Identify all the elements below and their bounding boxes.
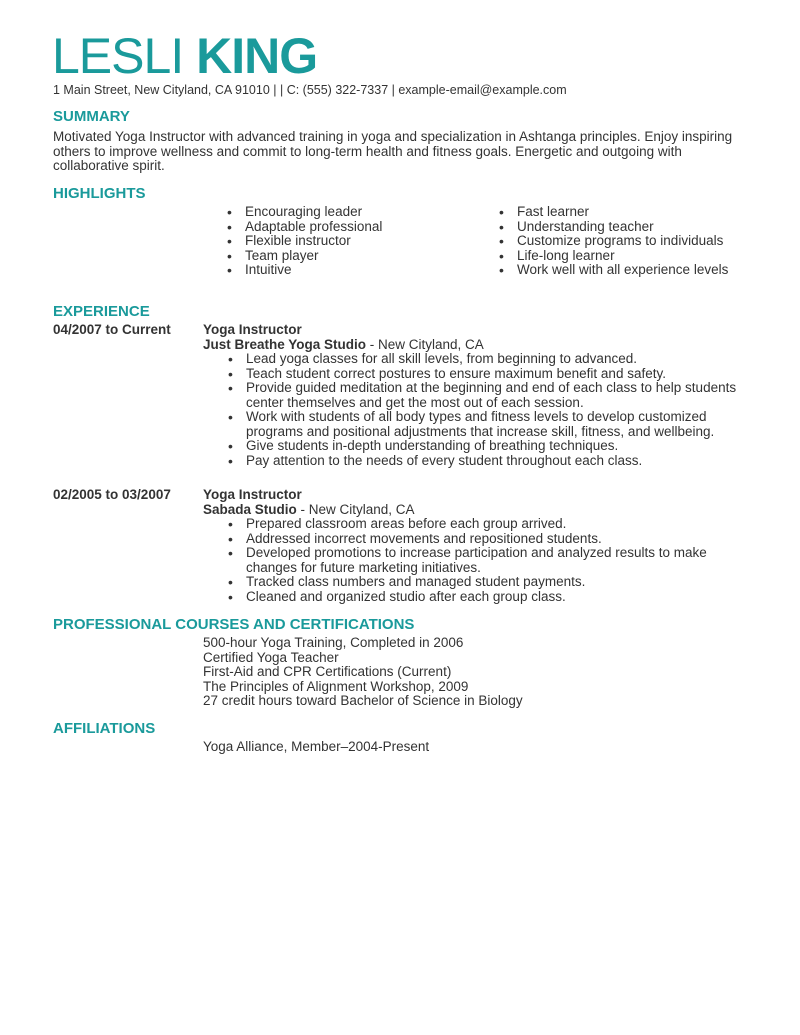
job-bullet: • Pay attention to the needs of every student throughout each class.: [228, 454, 743, 469]
job-bullet: • Developed promotions to increase participation and analyzed results to make changes for future marketing initiatives.: [228, 546, 743, 575]
job-bullet: • Prepared classroom areas before each group arrived.: [228, 517, 743, 532]
job-bullets: [228, 352, 743, 468]
job-bullet: • Work with students of all body types and fitness levels to develop customized programs and positional adjustments that increase skill, fitness, and wellbeing.: [228, 410, 743, 439]
job-bullet: • Addressed incorrect movements and repositioned students.: [228, 532, 743, 547]
job-bullets: [228, 517, 743, 604]
job-bullet: • Lead yoga classes for all skill levels, from beginning to advanced.: [228, 352, 743, 367]
course-item: 27 credit hours toward Bachelor of Science in Biology: [203, 693, 523, 708]
affiliations-heading: AFFILIATIONS: [53, 720, 156, 737]
last-name: KING: [196, 28, 318, 84]
first-name: LESLI: [52, 28, 184, 84]
highlight-item: • Life-long learner: [499, 249, 749, 264]
highlight-item: • Intuitive: [227, 263, 427, 278]
job-location: - New Cityland, CA: [296, 501, 415, 517]
candidate-name: [52, 28, 317, 84]
job-dates: 04/2007 to Current: [53, 322, 171, 337]
job-bullet: • Give students in-depth understanding of breathing techniques.: [228, 439, 743, 454]
job-bullet: • Tracked class numbers and managed student payments.: [228, 575, 743, 590]
highlight-item: • Flexible instructor: [227, 234, 427, 249]
job-bullet: • Teach student correct postures to ensure maximum benefit and safety.: [228, 367, 743, 382]
highlight-item: • Work well with all experience levels: [499, 263, 749, 278]
courses-list: [203, 636, 523, 709]
job-title: Yoga Instructor: [203, 322, 302, 337]
highlight-item: • Fast learner: [499, 205, 749, 220]
experience-heading: EXPERIENCE: [53, 303, 150, 320]
highlights-right-list: [499, 205, 749, 278]
job-company: Sabada Studio: [203, 501, 297, 517]
job-bullet: • Provide guided meditation at the beginning and end of each class to help students center themselves and get the most out of each session.: [228, 381, 743, 410]
job-content: [203, 488, 743, 604]
job-company-line: [203, 503, 743, 518]
summary-heading: SUMMARY: [53, 108, 130, 125]
course-item: The Principles of Alignment Workshop, 2009: [203, 678, 469, 694]
highlight-item: • Encouraging leader: [227, 205, 427, 220]
highlights-heading: HIGHLIGHTS: [53, 185, 146, 202]
course-item: 500-hour Yoga Training, Completed in 2006: [203, 635, 464, 650]
highlights-left-list: [227, 205, 427, 278]
courses-heading: PROFESSIONAL COURSES AND CERTIFICATIONS: [53, 616, 415, 633]
job-content: [203, 323, 743, 468]
job-company-line: [203, 338, 743, 353]
highlight-item: • Adaptable professional: [227, 220, 427, 235]
job-location: - New Cityland, CA: [366, 336, 484, 352]
job-title: Yoga Instructor: [203, 487, 302, 502]
course-item: First-Aid and CPR Certifications (Current): [203, 664, 452, 679]
highlight-item: • Team player: [227, 249, 427, 264]
job-company: Just Breathe Yoga Studio: [203, 336, 367, 352]
affiliations-list: [203, 740, 429, 755]
job-bullet: • Cleaned and organized studio after each group class.: [228, 590, 743, 605]
highlight-item: • Understanding teacher: [499, 220, 749, 235]
affiliation-item: Yoga Alliance, Member–2004-Present: [203, 739, 430, 754]
course-item: Certified Yoga Teacher: [203, 649, 339, 665]
highlight-item: • Customize programs to individuals: [499, 234, 749, 249]
job-dates: 02/2005 to 03/2007: [53, 487, 171, 502]
summary-text: Motivated Yoga Instructor with advanced training in yoga and specialization in Ashtanga principles. Enjoy inspiring others to improve wellness and commit to long-term health and fitness goals. Energetic and outgoing with collaborative spirit.: [53, 129, 733, 173]
contact-info: 1 Main Street, New Cityland, CA 91010 | | C: (555) 322-7337 | example-email@example.com: [53, 83, 567, 97]
